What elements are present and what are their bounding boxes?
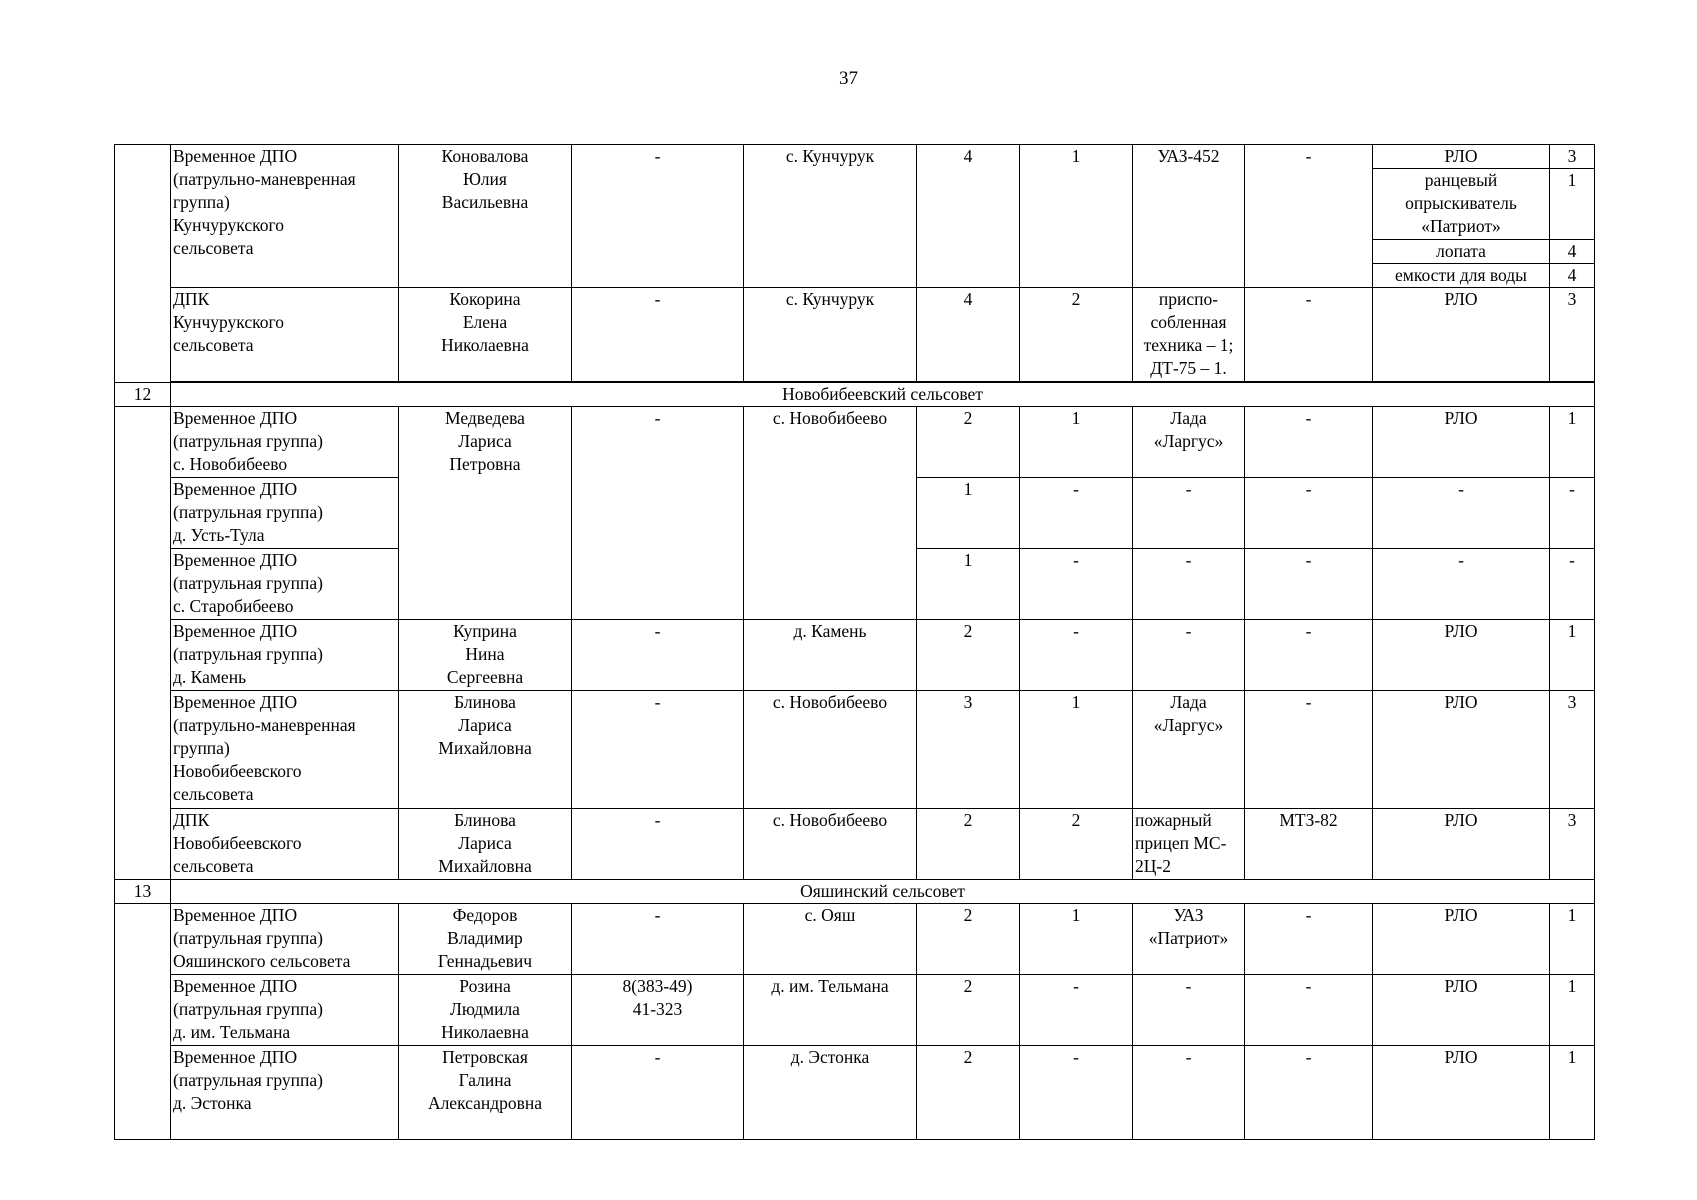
location: д. Эстонка	[744, 1046, 917, 1140]
equipment-qty: 1	[1550, 407, 1595, 478]
vehicle-type: УАЗ «Патриот»	[1133, 904, 1245, 975]
vehicle-count: 2	[1020, 809, 1133, 880]
location: с. Новобибеево	[744, 691, 917, 809]
responsible-person: Федоров Владимир Геннадьевич	[399, 904, 572, 975]
unit-name: Временное ДПО (патрульная группа) д. Эстонка	[171, 1046, 399, 1140]
table-row	[115, 1046, 1595, 1140]
equipment-item: ранцевый опрыскиватель «Патриот»	[1373, 169, 1550, 240]
vehicle-count: 1	[1020, 407, 1133, 478]
personnel-count: 2	[917, 809, 1020, 880]
unit-name: Временное ДПО (патрульная группа) с. Новобибеево	[171, 407, 399, 478]
equipment-qty: 3	[1550, 145, 1595, 169]
unit-name: Временное ДПО (патрульная группа) д. Камень	[171, 620, 399, 691]
equipment-item: РЛО	[1373, 691, 1550, 809]
vehicle-count: -	[1020, 478, 1133, 549]
extra-equipment: -	[1245, 904, 1373, 975]
equipment-qty: 3	[1550, 809, 1595, 880]
equipment-item: РЛО	[1373, 1046, 1550, 1140]
phone: -	[572, 691, 744, 809]
equipment-item: -	[1373, 478, 1550, 549]
equipment-item: РЛО	[1373, 809, 1550, 880]
section-title: Новобибеевский сельсовет	[171, 383, 1595, 407]
location: д. Камень	[744, 620, 917, 691]
personnel-count: 1	[917, 478, 1020, 549]
equipment-item: РЛО	[1373, 620, 1550, 691]
unit-name: Временное ДПО (патрульно-маневренная группа) Кунчурукского сельсовета	[171, 145, 399, 288]
section-header-row	[115, 880, 1595, 904]
equipment-item: РЛО	[1373, 975, 1550, 1046]
equipment-item: РЛО	[1373, 288, 1550, 382]
responsible-person: Кокорина Елена Николаевна	[399, 288, 572, 382]
responsible-person: Петровская Галина Александровна	[399, 1046, 572, 1140]
vehicle-count: -	[1020, 620, 1133, 691]
phone: -	[572, 904, 744, 975]
personnel-count: 2	[917, 1046, 1020, 1140]
equipment-qty: 4	[1550, 264, 1595, 288]
equipment-qty: 1	[1550, 169, 1595, 240]
responsible-person: Розина Людмила Николаевна	[399, 975, 572, 1046]
equipment-qty: 3	[1550, 691, 1595, 809]
equipment-item: РЛО	[1373, 145, 1550, 169]
phone: -	[572, 1046, 744, 1140]
extra-equipment: -	[1245, 478, 1373, 549]
extra-equipment: -	[1245, 288, 1373, 382]
table-row	[115, 620, 1595, 691]
table-row	[115, 975, 1595, 1046]
extra-equipment: -	[1245, 691, 1373, 809]
unit-name: Временное ДПО (патрульная группа) с. Старобибеево	[171, 549, 399, 620]
extra-equipment: -	[1245, 145, 1373, 288]
equipment-qty: 1	[1550, 975, 1595, 1046]
equipment-qty: 1	[1550, 620, 1595, 691]
equipment-item: РЛО	[1373, 904, 1550, 975]
table-row	[115, 904, 1595, 975]
equipment-qty: -	[1550, 478, 1595, 549]
location: с. Кунчурук	[744, 288, 917, 382]
extra-equipment: -	[1245, 549, 1373, 620]
phone: -	[572, 145, 744, 288]
table-row	[115, 145, 1595, 169]
phone: 8(383-49) 41-323	[572, 975, 744, 1046]
unit-name: ДПК Кунчурукского сельсовета	[171, 288, 399, 382]
personnel-count: 2	[917, 620, 1020, 691]
responsible-person: Блинова Лариса Михайловна	[399, 809, 572, 880]
unit-name: ДПК Новобибеевского сельсовета	[171, 809, 399, 880]
personnel-count: 2	[917, 407, 1020, 478]
unit-name: Временное ДПО (патрульная группа) д. им. Тельмана	[171, 975, 399, 1046]
equipment-item: емкости для воды	[1373, 264, 1550, 288]
row-number-cell	[115, 904, 171, 1140]
location: с. Ояш	[744, 904, 917, 975]
table-row	[115, 691, 1595, 809]
vehicle-count: 1	[1020, 145, 1133, 288]
extra-equipment: -	[1245, 407, 1373, 478]
extra-equipment: МТЗ-82	[1245, 809, 1373, 880]
equipment-item: РЛО	[1373, 407, 1550, 478]
vehicle-type: УАЗ-452	[1133, 145, 1245, 288]
vehicle-type: -	[1133, 620, 1245, 691]
location: с. Новобибеево	[744, 407, 917, 620]
vehicle-type: пожарный прицеп МС- 2Ц-2	[1133, 809, 1245, 880]
responsible-person: Куприна Нина Сергеевна	[399, 620, 572, 691]
responsible-person: Блинова Лариса Михайловна	[399, 691, 572, 809]
table-row	[115, 809, 1595, 880]
section-number: 13	[115, 880, 171, 904]
extra-equipment: -	[1245, 1046, 1373, 1140]
vehicle-count: 1	[1020, 691, 1133, 809]
vehicle-type: -	[1133, 478, 1245, 549]
section-title: Ояшинский сельсовет	[171, 880, 1595, 904]
phone: -	[572, 620, 744, 691]
personnel-count: 2	[917, 904, 1020, 975]
extra-equipment: -	[1245, 975, 1373, 1046]
equipment-qty: -	[1550, 549, 1595, 620]
location: д. им. Тельмана	[744, 975, 917, 1046]
row-number-cell	[115, 407, 171, 880]
personnel-count: 4	[917, 288, 1020, 382]
equipment-qty: 1	[1550, 904, 1595, 975]
section-number: 12	[115, 383, 171, 407]
vehicle-count: 2	[1020, 288, 1133, 382]
row-number-cell	[115, 145, 171, 383]
responsible-person: Медведева Лариса Петровна	[399, 407, 572, 620]
location: с. Кунчурук	[744, 145, 917, 288]
vehicle-type: -	[1133, 975, 1245, 1046]
vehicle-type: Лада «Ларгус»	[1133, 691, 1245, 809]
personnel-count: 4	[917, 145, 1020, 288]
equipment-item: -	[1373, 549, 1550, 620]
vehicle-count: -	[1020, 1046, 1133, 1140]
personnel-count: 1	[917, 549, 1020, 620]
vehicle-count: -	[1020, 975, 1133, 1046]
vehicle-type: приспо- собленная техника – 1; ДТ-75 – 1.	[1133, 288, 1245, 382]
phone: -	[572, 407, 744, 620]
section-header-row	[115, 383, 1595, 407]
vehicle-type: -	[1133, 1046, 1245, 1140]
vehicle-count: 1	[1020, 904, 1133, 975]
vehicle-count: -	[1020, 549, 1133, 620]
phone: -	[572, 809, 744, 880]
location: с. Новобибеево	[744, 809, 917, 880]
equipment-item: лопата	[1373, 240, 1550, 264]
table-row	[115, 288, 1595, 382]
equipment-qty: 4	[1550, 240, 1595, 264]
vehicle-type: Лада «Ларгус»	[1133, 407, 1245, 478]
page-number: 37	[839, 68, 858, 89]
personnel-count: 2	[917, 975, 1020, 1046]
equipment-qty: 3	[1550, 288, 1595, 382]
responsible-person: Коновалова Юлия Васильевна	[399, 145, 572, 288]
phone: -	[572, 288, 744, 382]
extra-equipment: -	[1245, 620, 1373, 691]
vehicle-type: -	[1133, 549, 1245, 620]
personnel-count: 3	[917, 691, 1020, 809]
unit-name: Временное ДПО (патрульная группа) Ояшинского сельсовета	[171, 904, 399, 975]
unit-name: Временное ДПО (патрульная группа) д. Усть-Тула	[171, 478, 399, 549]
unit-name: Временное ДПО (патрульно-маневренная группа) Новобибеевского сельсовета	[171, 691, 399, 809]
equipment-qty: 1	[1550, 1046, 1595, 1140]
table-row	[115, 407, 1595, 478]
units-table	[114, 144, 1595, 1140]
